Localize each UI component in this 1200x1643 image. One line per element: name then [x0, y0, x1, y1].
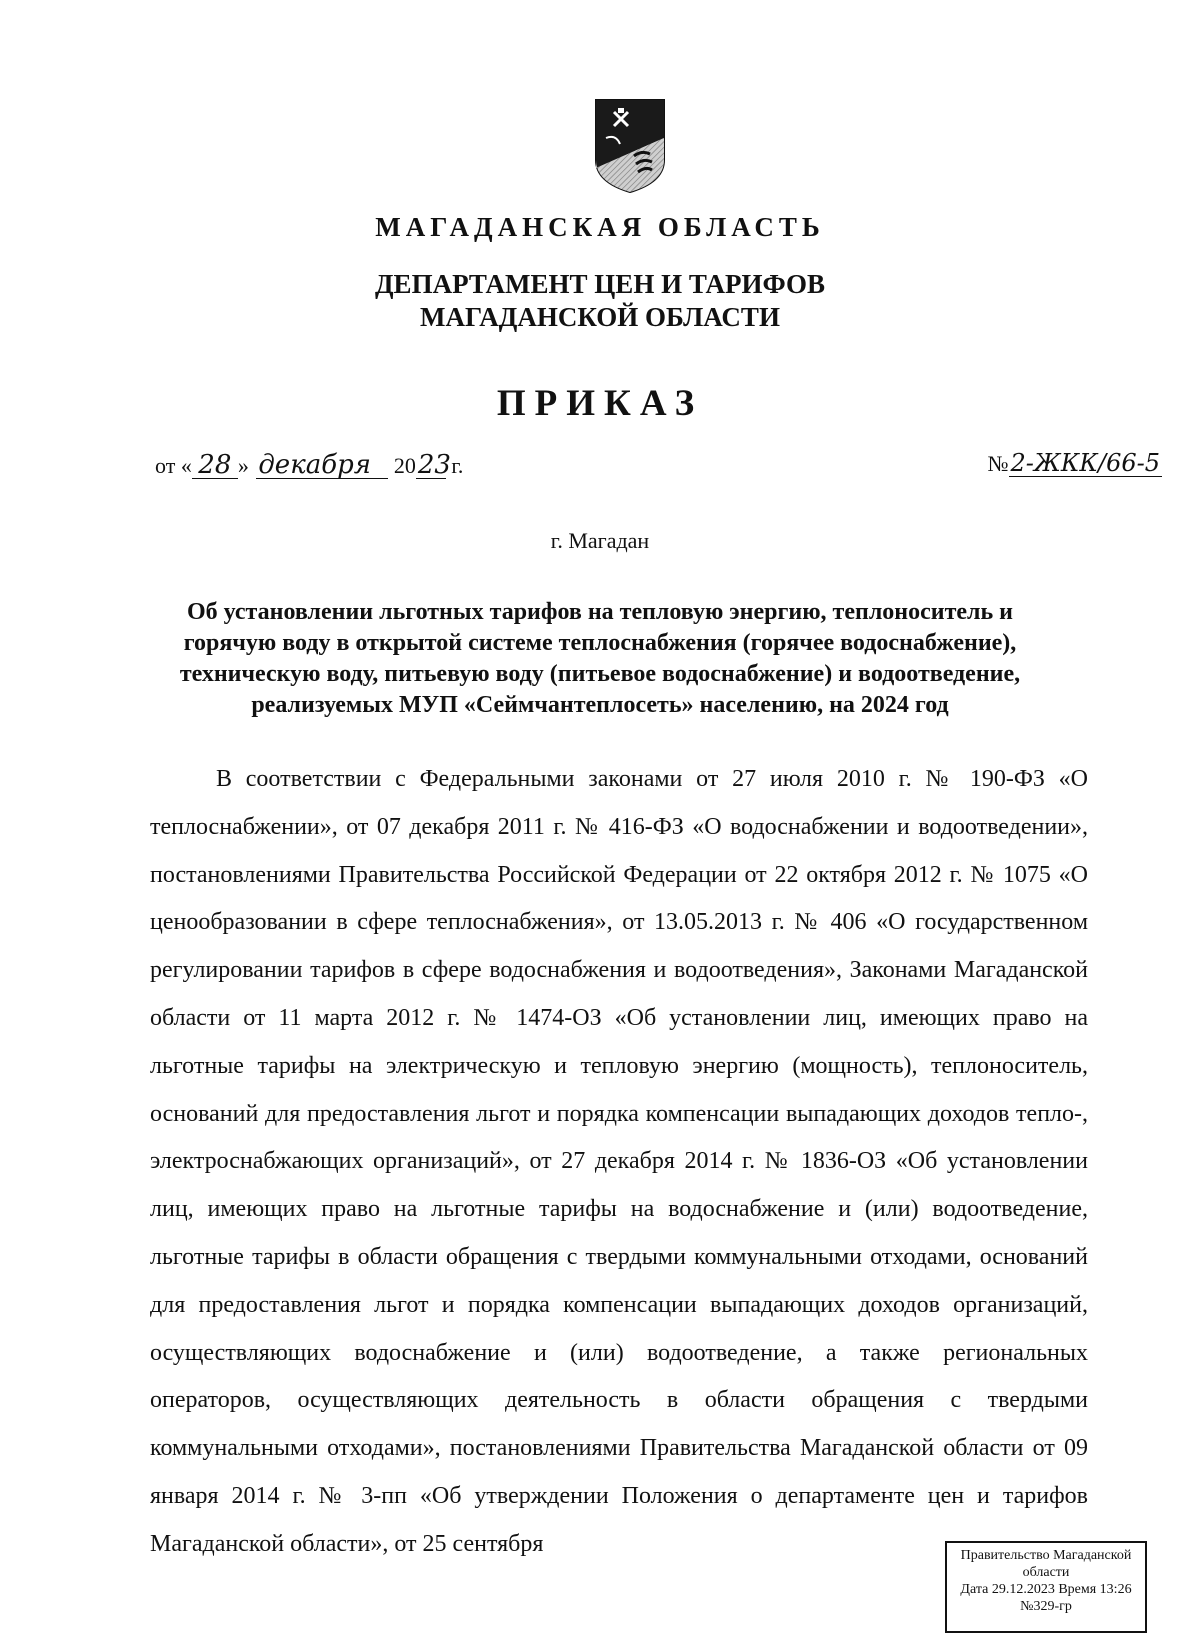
handwritten-year: 23: [417, 450, 451, 480]
stamp-line-3: Дата 29.12.2023 Время 13:26: [960, 1582, 1132, 1597]
date-prefix: от «: [155, 453, 192, 478]
date-suffix: г.: [445, 453, 464, 478]
handwritten-month: декабря: [256, 452, 388, 479]
coat-of-arms-emblem: [594, 98, 666, 194]
order-number: [988, 450, 1163, 477]
registration-stamp: [945, 1541, 1147, 1633]
date-separator: »: [237, 453, 255, 478]
body-paragraph: В соответствии с Федеральными законами от 27 июля 2010 г. № 190-ФЗ «О теплоснабжении», от 07 декабря 2011 г. № 416-ФЗ «О водоснабжении и водоотведении», постановлениями Правительства Российской Федерации от 22 октября 2012 г. № 1075 «О ценообразовании в сфере теплоснабжения», от 13.05.2013 г. № 406 «О государственном регулировании тарифов в сфере водоснабжения и водоотведения», Законами Магаданской области от 11 марта 2012 г. № 1474-ОЗ «Об установлении лиц, имеющих право на льготные тарифы на электрическую и тепловую энергию (мощность), теплоноситель, оснований для предоставления льгот и порядка компенсации выпадающих доходов тепло-, электроснабжающих организаций», от 27 декабря 2014 г. № 1836-ОЗ «Об установлении лиц, имеющих право на льготные тарифы на водоснабжение и (или) водоотведение, льготные тарифы в области обращения с твердыми коммунальными отходами, оснований для предоставления льгот и порядка компенсации выпадающих доходов организаций, осуществляющих водоснабжение и (или) водоотведение, а также региональных операторов, осуществляющих деятельность в области обращения с твердыми коммунальными отходами», постановлениями Правительства Магаданской области от 09 января 2014 г. № 3-пп «Об утверждении Положения о департаменте цен и тарифов Магаданской области», от 25 сентября: [150, 766, 1088, 1557]
region-heading: МАГАДАНСКАЯ ОБЛАСТЬ: [375, 212, 825, 242]
number-prefix: №: [987, 451, 1009, 476]
order-subject: Об установлении льготных тарифов на тепловую энергию, теплоноситель и горячую воду в открытой системе теплоснабжения (горячее водоснабжение), техническую воду, питьевую воду (питьевое водоснабжение) и водоотведение, реализуемых МУП «Сеймчантеплосеть» населению, на 2024 год: [179, 599, 1021, 718]
stamp-line-2: области: [1022, 1565, 1070, 1580]
department-heading-line1: ДЕПАРТАМЕНТ ЦЕН И ТАРИФОВ: [374, 269, 826, 299]
year-prefix: 20: [388, 453, 416, 478]
document-type-title: ПРИКАЗ: [496, 383, 704, 424]
stamp-line-4: №329-гр: [1020, 1599, 1072, 1614]
issue-city: г. Магадан: [550, 528, 650, 553]
handwritten-order-number: 2-ЖКК/66-5: [1010, 449, 1160, 477]
handwritten-day: 28: [192, 452, 238, 479]
department-heading: [0, 268, 1200, 334]
order-date: [155, 452, 463, 479]
stamp-line-1: Правительство Магаданской: [960, 1548, 1132, 1563]
department-heading-line2: МАГАДАНСКОЙ ОБЛАСТИ: [420, 302, 780, 332]
